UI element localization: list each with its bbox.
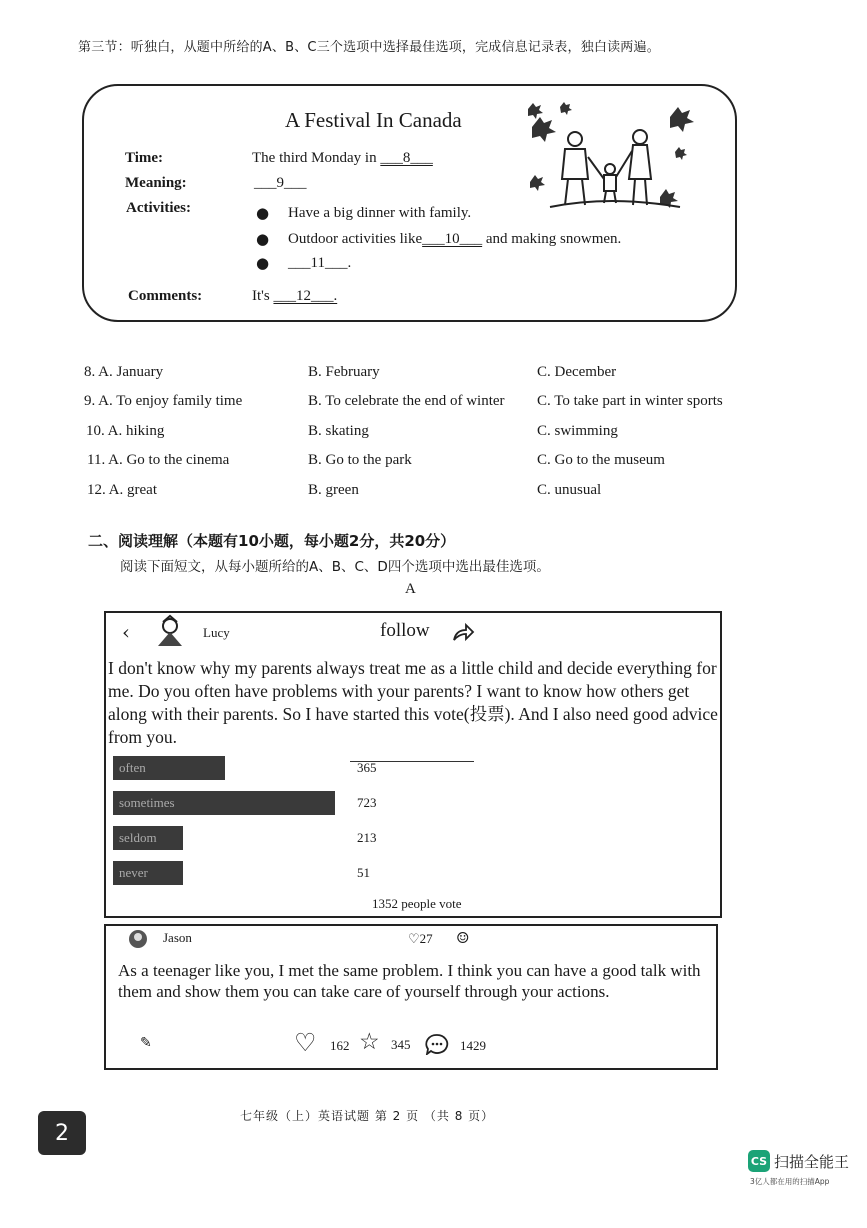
follow-button[interactable]: follow <box>380 620 430 641</box>
time-label: Time: <box>125 150 164 166</box>
vote-bar-never[interactable] <box>113 861 183 885</box>
comments-value: It's <box>252 288 270 304</box>
vote-count: 723 <box>357 795 377 810</box>
comments-row <box>252 288 337 305</box>
q12-option-b: B. green <box>308 482 359 498</box>
lucy-avatar <box>152 614 188 648</box>
passage-letter: A <box>405 581 416 597</box>
bullet-icon: ● <box>256 204 270 222</box>
scanner-brand <box>748 1150 849 1172</box>
brand-name: 扫描全能王 <box>774 1152 850 1171</box>
family-illustration <box>520 97 700 217</box>
reply-likes-top-count: 27 <box>419 931 433 946</box>
vote-bar-seldom[interactable] <box>113 826 183 850</box>
activity-2-text: Outdoor activities like <box>288 231 423 247</box>
q8-option-a: 8. A. January <box>84 364 164 380</box>
activity-1: Have a big dinner with family. <box>288 205 472 221</box>
q12-option-a: 12. A. great <box>87 482 157 498</box>
vote-bar-often[interactable] <box>113 756 225 780</box>
edit-icon[interactable]: ✎ <box>140 1035 152 1051</box>
vote-count: 51 <box>357 865 370 880</box>
blank-9: ___9___ <box>254 175 307 191</box>
reply-author: Jason <box>163 930 192 945</box>
comment-count: 1429 <box>460 1038 486 1053</box>
meaning-label: Meaning: <box>125 175 187 191</box>
vote-label: often <box>119 760 146 775</box>
vote-label: never <box>119 865 148 880</box>
like-count: 162 <box>330 1038 350 1053</box>
activity-2 <box>288 231 621 248</box>
q11-option-b: B. Go to the park <box>308 452 412 468</box>
time-value: The third Monday in <box>252 150 377 166</box>
blank-11: ___11___. <box>288 255 352 271</box>
q10-option-a: 10. A. hiking <box>86 423 165 439</box>
section-heading: 二、阅读理解（本题有10小题，每小题2分，共20分） <box>88 532 456 550</box>
card-title: A Festival In Canada <box>285 108 462 132</box>
page-number-badge: 2 <box>38 1111 86 1155</box>
q9-option-a: 9. A. To enjoy family time <box>84 393 243 409</box>
q8-option-c: C. December <box>537 364 617 380</box>
comment-icon[interactable] <box>424 1033 450 1055</box>
reply-body: As a teenager like you, I met the same problem. I think you can have a good talk with them and show them you can take care of yourself through your actions. <box>118 961 701 1001</box>
vote-label: sometimes <box>119 795 175 810</box>
q11-option-a: 11. A. Go to the cinema <box>87 452 230 468</box>
comments-label: Comments: <box>128 288 203 304</box>
activities-label: Activities: <box>126 200 191 216</box>
like-heart-icon[interactable]: ♡ <box>294 1028 317 1057</box>
bullet-icon: ● <box>256 230 270 248</box>
q8-option-b: B. February <box>308 364 380 380</box>
q9-option-b: B. To celebrate the end of winter <box>308 393 505 409</box>
share-icon[interactable] <box>451 622 475 642</box>
brand-tagline: 3亿人都在用的扫描App <box>750 1177 830 1186</box>
blank-8: ___8___ <box>380 150 433 166</box>
activity-2-after: and making snowmen. <box>485 231 622 247</box>
brand-logo-icon: CS <box>748 1150 770 1172</box>
post-body: I don't know why my parents always treat me as a little child and decide everything for me. Do you often have problems with your parents? I want to know how others get along with their parents. So I have started this vote(投票). And I also need good advice from you. <box>108 658 718 747</box>
bullet-icon: ● <box>256 254 270 272</box>
blank-10: ___10___ <box>422 231 483 247</box>
heart-icon: ♡ <box>408 931 420 946</box>
vote-poll <box>113 756 533 896</box>
q10-option-b: B. skating <box>308 423 369 439</box>
blank-12: ___12___. <box>273 288 338 304</box>
vote-count: 365 <box>357 760 377 775</box>
q12-option-c: C. unusual <box>537 482 602 498</box>
q11-option-c: C. Go to the museum <box>537 452 665 468</box>
vote-count: 213 <box>357 830 377 845</box>
section-instruction: 阅读下面短文，从每小题所给的A、B、C、D四个选项中选出最佳选项。 <box>120 559 550 575</box>
vote-label: seldom <box>119 830 157 845</box>
post-author: Lucy <box>203 625 230 640</box>
star-count: 345 <box>391 1037 411 1052</box>
vote-total: 1352 people vote <box>372 896 462 911</box>
smiley-icon[interactable]: ☺ <box>456 929 470 947</box>
time-row <box>252 150 433 167</box>
reply-likes-top[interactable] <box>408 931 433 947</box>
back-chevron-icon[interactable]: ‹ <box>122 620 130 644</box>
page-footer: 七年级（上）英语试题 第 2 页 （共 8 页） <box>240 1109 495 1123</box>
listening-instruction: 第三节：听独白，从题中所给的A、B、C三个选项中选择最佳选项，完成信息记录表，独白读两遍。 <box>78 40 660 55</box>
star-icon[interactable]: ☆ <box>359 1029 380 1055</box>
q10-option-c: C. swimming <box>537 423 618 439</box>
jason-avatar <box>126 928 150 950</box>
q9-option-c: C. To take part in winter sports <box>537 393 723 409</box>
vote-bar-sometimes[interactable] <box>113 791 335 815</box>
